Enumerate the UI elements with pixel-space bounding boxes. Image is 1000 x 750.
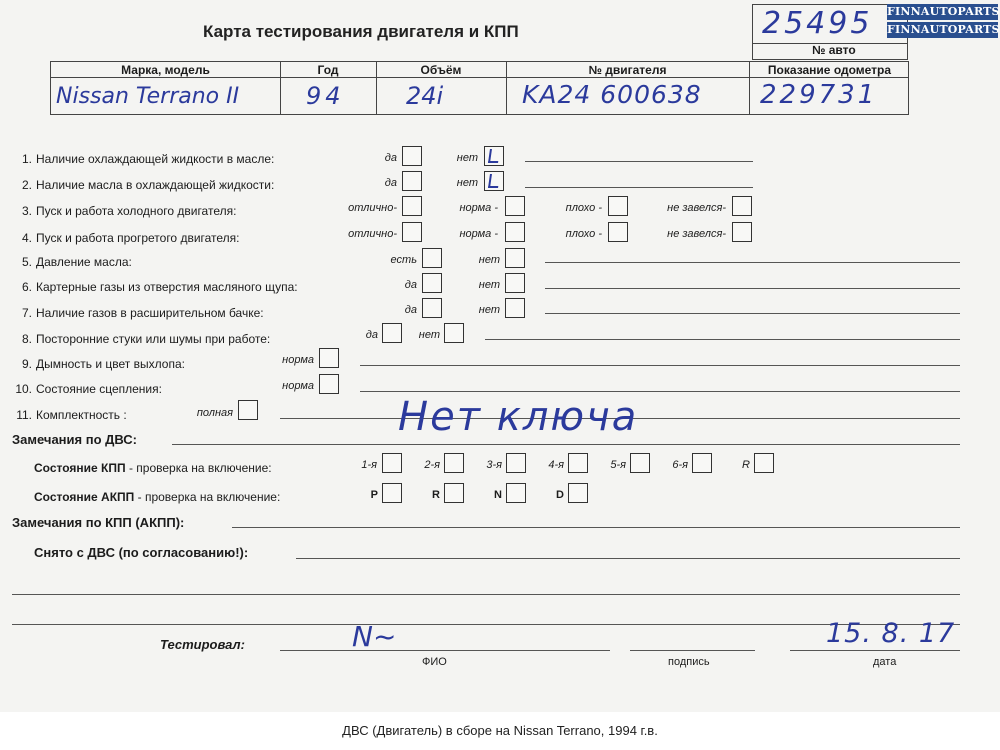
q8-yes-checkbox[interactable]	[382, 323, 402, 343]
akpp-gear-p-label: P	[370, 489, 378, 501]
q3-excellent-checkbox[interactable]	[402, 196, 422, 216]
q4-normal-checkbox[interactable]	[505, 222, 525, 242]
q2-no-checkbox[interactable]	[484, 171, 504, 191]
q7-option-no-label: нет	[478, 304, 500, 316]
value-odometer: 229731	[760, 80, 878, 110]
removed-heading: Снято с ДВС (по согласованию!):	[34, 545, 249, 560]
q1-option-yes-label: да	[384, 152, 397, 164]
kpp-gear-2-checkbox[interactable]	[444, 453, 464, 473]
value-volume: 24i	[406, 82, 444, 110]
q11-option-full-label: полная	[196, 407, 233, 419]
q4-excellent-checkbox[interactable]	[402, 222, 422, 242]
akpp-gear-r-label: R	[432, 489, 440, 501]
q3-option-normal-label: норма -	[459, 202, 498, 214]
q2-yes-checkbox[interactable]	[402, 171, 422, 191]
q1-yes-checkbox[interactable]	[402, 146, 422, 166]
q5-yes-checkbox[interactable]	[422, 248, 442, 268]
signature-label: подпись	[668, 656, 710, 668]
question-5: 5. Давление масла:	[21, 255, 132, 269]
question-9: 9. Дымность и цвет выхлопа:	[21, 357, 185, 371]
kpp-gear-3-checkbox[interactable]	[506, 453, 526, 473]
kpp-gear-5-checkbox[interactable]	[630, 453, 650, 473]
q4-bad-checkbox[interactable]	[608, 222, 628, 242]
q7-note-line	[545, 313, 960, 314]
q5-no-checkbox[interactable]	[505, 248, 525, 268]
date-label: дата	[873, 656, 897, 668]
kpp-gear-6-checkbox[interactable]	[692, 453, 712, 473]
q3-option-nostart-label: не завелся-	[667, 202, 726, 214]
col-header-year: Год	[317, 63, 339, 77]
q4-option-excellent-label: отлично-	[348, 228, 397, 240]
engine-remarks-line	[172, 444, 960, 445]
q11-note-value: Нет ключа	[398, 394, 639, 440]
q3-normal-checkbox[interactable]	[505, 196, 525, 216]
q2-option-yes-label: да	[384, 177, 397, 189]
kpp-gear-6-label: 6-я	[672, 459, 688, 471]
kpp-remarks-heading: Замечания по КПП (АКПП):	[12, 515, 185, 530]
question-7: 7. Наличие газов в расширительном бачке:	[21, 306, 264, 320]
kpp-gear-1-checkbox[interactable]	[382, 453, 402, 473]
question-4: 4. Пуск и работа прогретого двигателя:	[21, 231, 240, 245]
fio-label: ФИО	[422, 656, 447, 668]
auto-number-value: 25495	[762, 6, 873, 41]
form-title: Карта тестирования двигателя и КПП	[203, 22, 519, 41]
akpp-state-label: Состояние АКПП - проверка на включение:	[34, 490, 281, 504]
removed-line-2	[12, 594, 960, 595]
q10-option-normal-label: норма	[282, 380, 314, 392]
q1-no-checkbox[interactable]	[484, 146, 504, 166]
q1-option-no-label: нет	[456, 152, 478, 164]
q6-option-no-label: нет	[478, 279, 500, 291]
kpp-gear-2-label: 2-я	[424, 459, 440, 471]
tested-by-label: Тестировал:	[160, 637, 245, 652]
kpp-state-label: Состояние КПП - проверка на включение:	[34, 461, 272, 475]
value-model: Nissan Terrano II	[56, 84, 240, 109]
akpp-gear-d-checkbox[interactable]	[568, 483, 588, 503]
q11-full-checkbox[interactable]	[238, 400, 258, 420]
question-3: 3. Пуск и работа холодного двигателя:	[21, 204, 237, 218]
q8-option-yes-label: да	[365, 329, 378, 341]
value-engine-number: KA24 600638	[522, 80, 702, 109]
col-header-odometer: Показание одометра	[767, 63, 892, 77]
q6-yes-checkbox[interactable]	[422, 273, 442, 293]
q7-option-yes-label: да	[404, 304, 417, 316]
q1-note-line	[525, 161, 753, 162]
q9-note-line	[360, 365, 960, 366]
question-10: 10. Состояние сцепления:	[15, 382, 162, 396]
q9-option-normal-label: норма	[282, 354, 314, 366]
q8-option-no-label: нет	[418, 329, 440, 341]
kpp-remarks-line	[232, 527, 960, 528]
fio-value: N~	[352, 620, 397, 653]
date-value: 15. 8. 17	[826, 618, 956, 649]
q4-option-normal-label: норма -	[459, 228, 498, 240]
q4-option-nostart-label: не завелся-	[667, 228, 726, 240]
akpp-gear-r-checkbox[interactable]	[444, 483, 464, 503]
akpp-gear-p-checkbox[interactable]	[382, 483, 402, 503]
q2-option-no-label: нет	[456, 177, 478, 189]
engine-remarks-heading: Замечания по ДВС:	[12, 432, 137, 447]
akpp-gear-n-label: N	[494, 489, 502, 501]
kpp-gear-3-label: 3-я	[486, 459, 502, 471]
col-header-model: Марка, модель	[121, 63, 210, 77]
q3-option-bad-label: плохо -	[565, 202, 602, 214]
kpp-gear-5-label: 5-я	[610, 459, 626, 471]
kpp-gear-r-checkbox[interactable]	[754, 453, 774, 473]
question-6: 6. Картерные газы из отверстия масляного щупа:	[21, 280, 298, 294]
brand-watermark-2: FINNAUTOPARTS	[887, 23, 1000, 36]
akpp-gear-d-label: D	[556, 489, 564, 501]
removed-line-1	[296, 558, 960, 559]
q3-bad-checkbox[interactable]	[608, 196, 628, 216]
col-header-volume: Объём	[420, 63, 462, 77]
fio-line	[280, 650, 610, 651]
kpp-gear-1-label: 1-я	[361, 459, 377, 471]
q10-normal-checkbox[interactable]	[319, 374, 339, 394]
q5-note-line	[545, 262, 960, 263]
signature-line	[630, 650, 755, 651]
kpp-gear-4-checkbox[interactable]	[568, 453, 588, 473]
auto-number-label: № авто	[812, 43, 856, 57]
question-11: 11. Комплектность :	[16, 408, 127, 422]
kpp-gear-4-label: 4-я	[548, 459, 564, 471]
date-line	[790, 650, 960, 651]
kpp-gear-r-label: R	[742, 459, 750, 471]
akpp-gear-n-checkbox[interactable]	[506, 483, 526, 503]
q8-no-checkbox[interactable]	[444, 323, 464, 343]
q3-option-excellent-label: отлично-	[348, 202, 397, 214]
question-2: 2. Наличие масла в охлаждающей жидкости:	[21, 178, 275, 192]
q5-option-yes-label: есть	[390, 254, 417, 266]
col-header-engine-no: № двигателя	[588, 63, 667, 77]
q7-yes-checkbox[interactable]	[422, 298, 442, 318]
value-year: 94	[306, 82, 345, 110]
q6-note-line	[545, 288, 960, 289]
q4-option-bad-label: плохо -	[565, 228, 602, 240]
q4-nostart-checkbox[interactable]	[732, 222, 752, 242]
photo-caption: ДВС (Двигатель) в сборе на Nissan Terrano, 1994 г.в.	[0, 712, 1000, 750]
brand-watermark-1: FINNAUTOPARTS	[887, 5, 1000, 18]
q6-option-yes-label: да	[404, 279, 417, 291]
question-1: 1. Наличие охлаждающей жидкости в масле:	[21, 152, 275, 166]
q7-no-checkbox[interactable]	[505, 298, 525, 318]
q3-nostart-checkbox[interactable]	[732, 196, 752, 216]
q8-note-line	[485, 339, 960, 340]
q6-no-checkbox[interactable]	[505, 273, 525, 293]
q5-option-no-label: нет	[478, 254, 500, 266]
question-8: 8. Посторонние стуки или шумы при работе:	[21, 332, 271, 346]
q10-note-line	[360, 391, 960, 392]
removed-line-3	[12, 624, 960, 625]
q2-note-line	[525, 187, 753, 188]
q9-normal-checkbox[interactable]	[319, 348, 339, 368]
